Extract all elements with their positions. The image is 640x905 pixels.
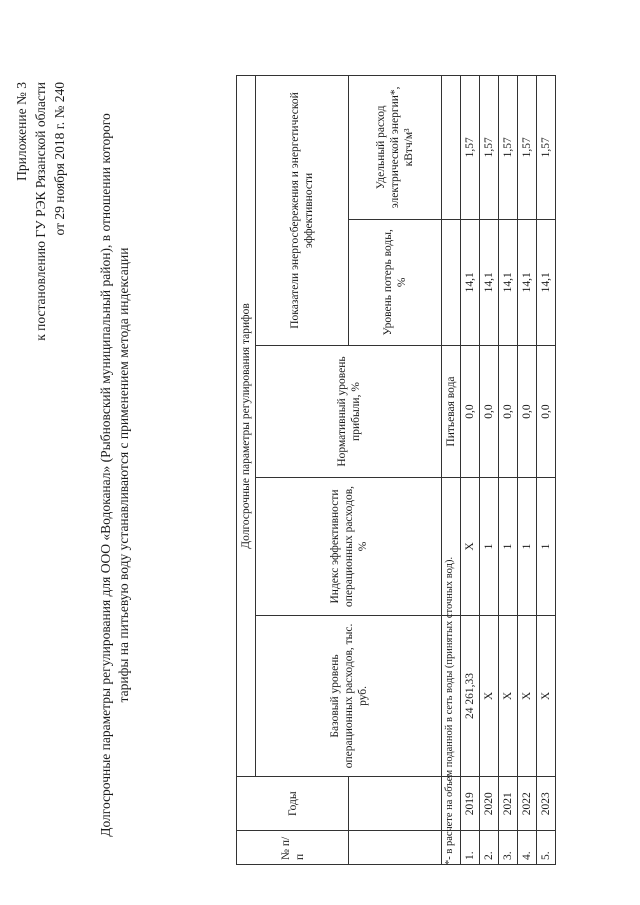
appendix-header [12, 82, 69, 341]
header-group-params: Долгосрочные параметры регулирования тарифов [237, 76, 256, 777]
section-drinking-water: Питьевая вода [442, 345, 461, 477]
table-row: 1. 2019 24 261,33 Х 0,0 14,1 1,57 [461, 76, 480, 865]
appendix-date: от 29 ноября 2018 г. № 240 [52, 82, 67, 236]
table-row: 4. 2022 Х 1 0,0 14,1 1,57 [518, 76, 537, 865]
appendix-resolution: к постановлению ГУ РЭК Рязанской области [33, 82, 48, 341]
table-row: 5. 2023 Х 1 0,0 14,1 1,57 [537, 76, 556, 865]
header-efficiency-index: Индекс эффективности операционных расходов, % [256, 478, 442, 616]
header-number: № п/п [237, 831, 349, 865]
header-years: Годы [237, 776, 349, 830]
table-row: 2. 2020 Х 1 0,0 14,1 1,57 [480, 76, 499, 865]
regulation-table [236, 75, 556, 865]
title-line-1: Долгосрочные параметры регулирования для ООО «Водоканал» (Рыбновский муниципальный район), в отношении которого [98, 113, 113, 837]
header-water-loss: Уровень потерь воды, % [349, 219, 442, 345]
header-profit-level: Нормативный уровень прибыли, % [256, 345, 442, 477]
header-power-consumption: Удельный расход электрической энергии*, кВтч/м³ [349, 76, 442, 220]
document-title [97, 45, 133, 905]
title-line-2: тарифы на питьевую воду устанавливаются с применением метода индексации [116, 247, 131, 703]
header-group-energy: Показатели энергосбережения и энергетической эффективности [256, 76, 349, 346]
table-row: 3. 2021 Х 1 0,0 14,1 1,57 [499, 76, 518, 865]
footnote: *- в расчете на объем поданной в сеть воды (принятых сточных вод). [444, 556, 455, 865]
header-base-opex: Базовый уровень операционных расходов, тыс. руб. [256, 615, 442, 776]
appendix-number: Приложение № 3 [14, 82, 29, 181]
